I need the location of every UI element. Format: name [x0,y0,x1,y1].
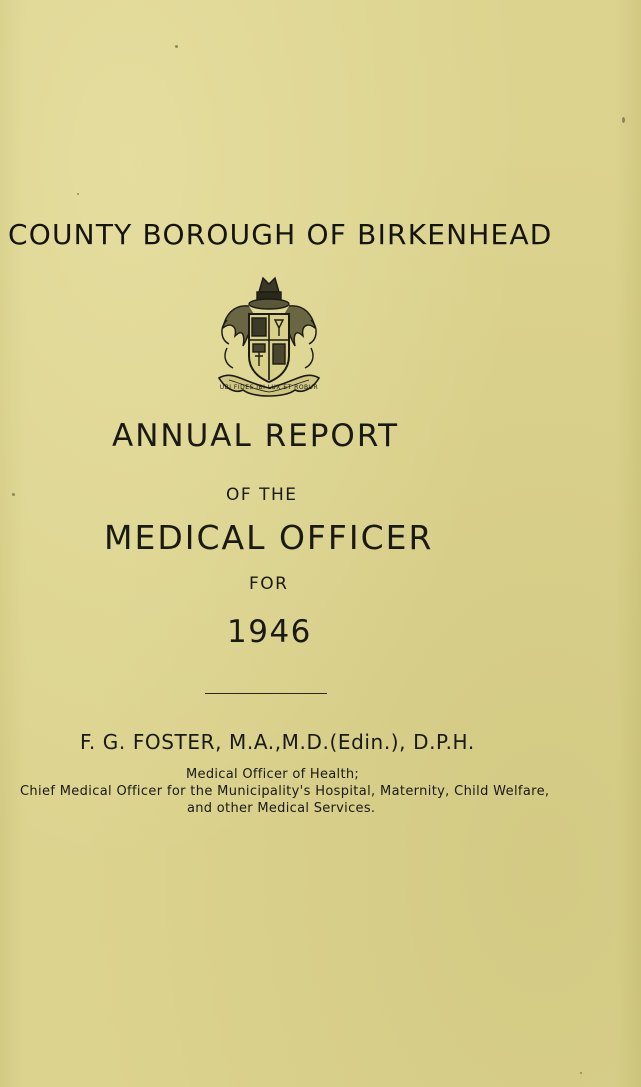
coat-of-arms-icon [213,270,325,402]
divider-rule [205,693,327,694]
paper-speck [622,117,625,123]
author-role-line: Chief Medical Officer for the Municipality's Hospital, Maternity, Child Welfare, [20,784,550,799]
report-title: ANNUAL REPORT [112,418,400,454]
paper-speck [175,45,178,48]
author-role-line: Medical Officer of Health; [186,767,360,782]
report-subject: MEDICAL OFFICER [104,518,434,557]
author-role-line: and other Medical Services. [187,801,376,816]
connector-of-the: OF THE [226,485,298,505]
borough-heading: COUNTY BOROUGH OF BIRKENHEAD [8,218,553,251]
author-name: F. G. FOSTER, M.A.,M.D.(Edin.), D.P.H. [80,730,475,754]
paper-speck [12,493,15,496]
paper-speck [580,1072,582,1074]
report-year: 1946 [227,614,312,650]
paper-speck [77,193,79,195]
connector-for: FOR [249,574,289,594]
svg-text:UBI FIDES IBI LUX ET ROBUR: UBI FIDES IBI LUX ET ROBUR [219,384,319,391]
